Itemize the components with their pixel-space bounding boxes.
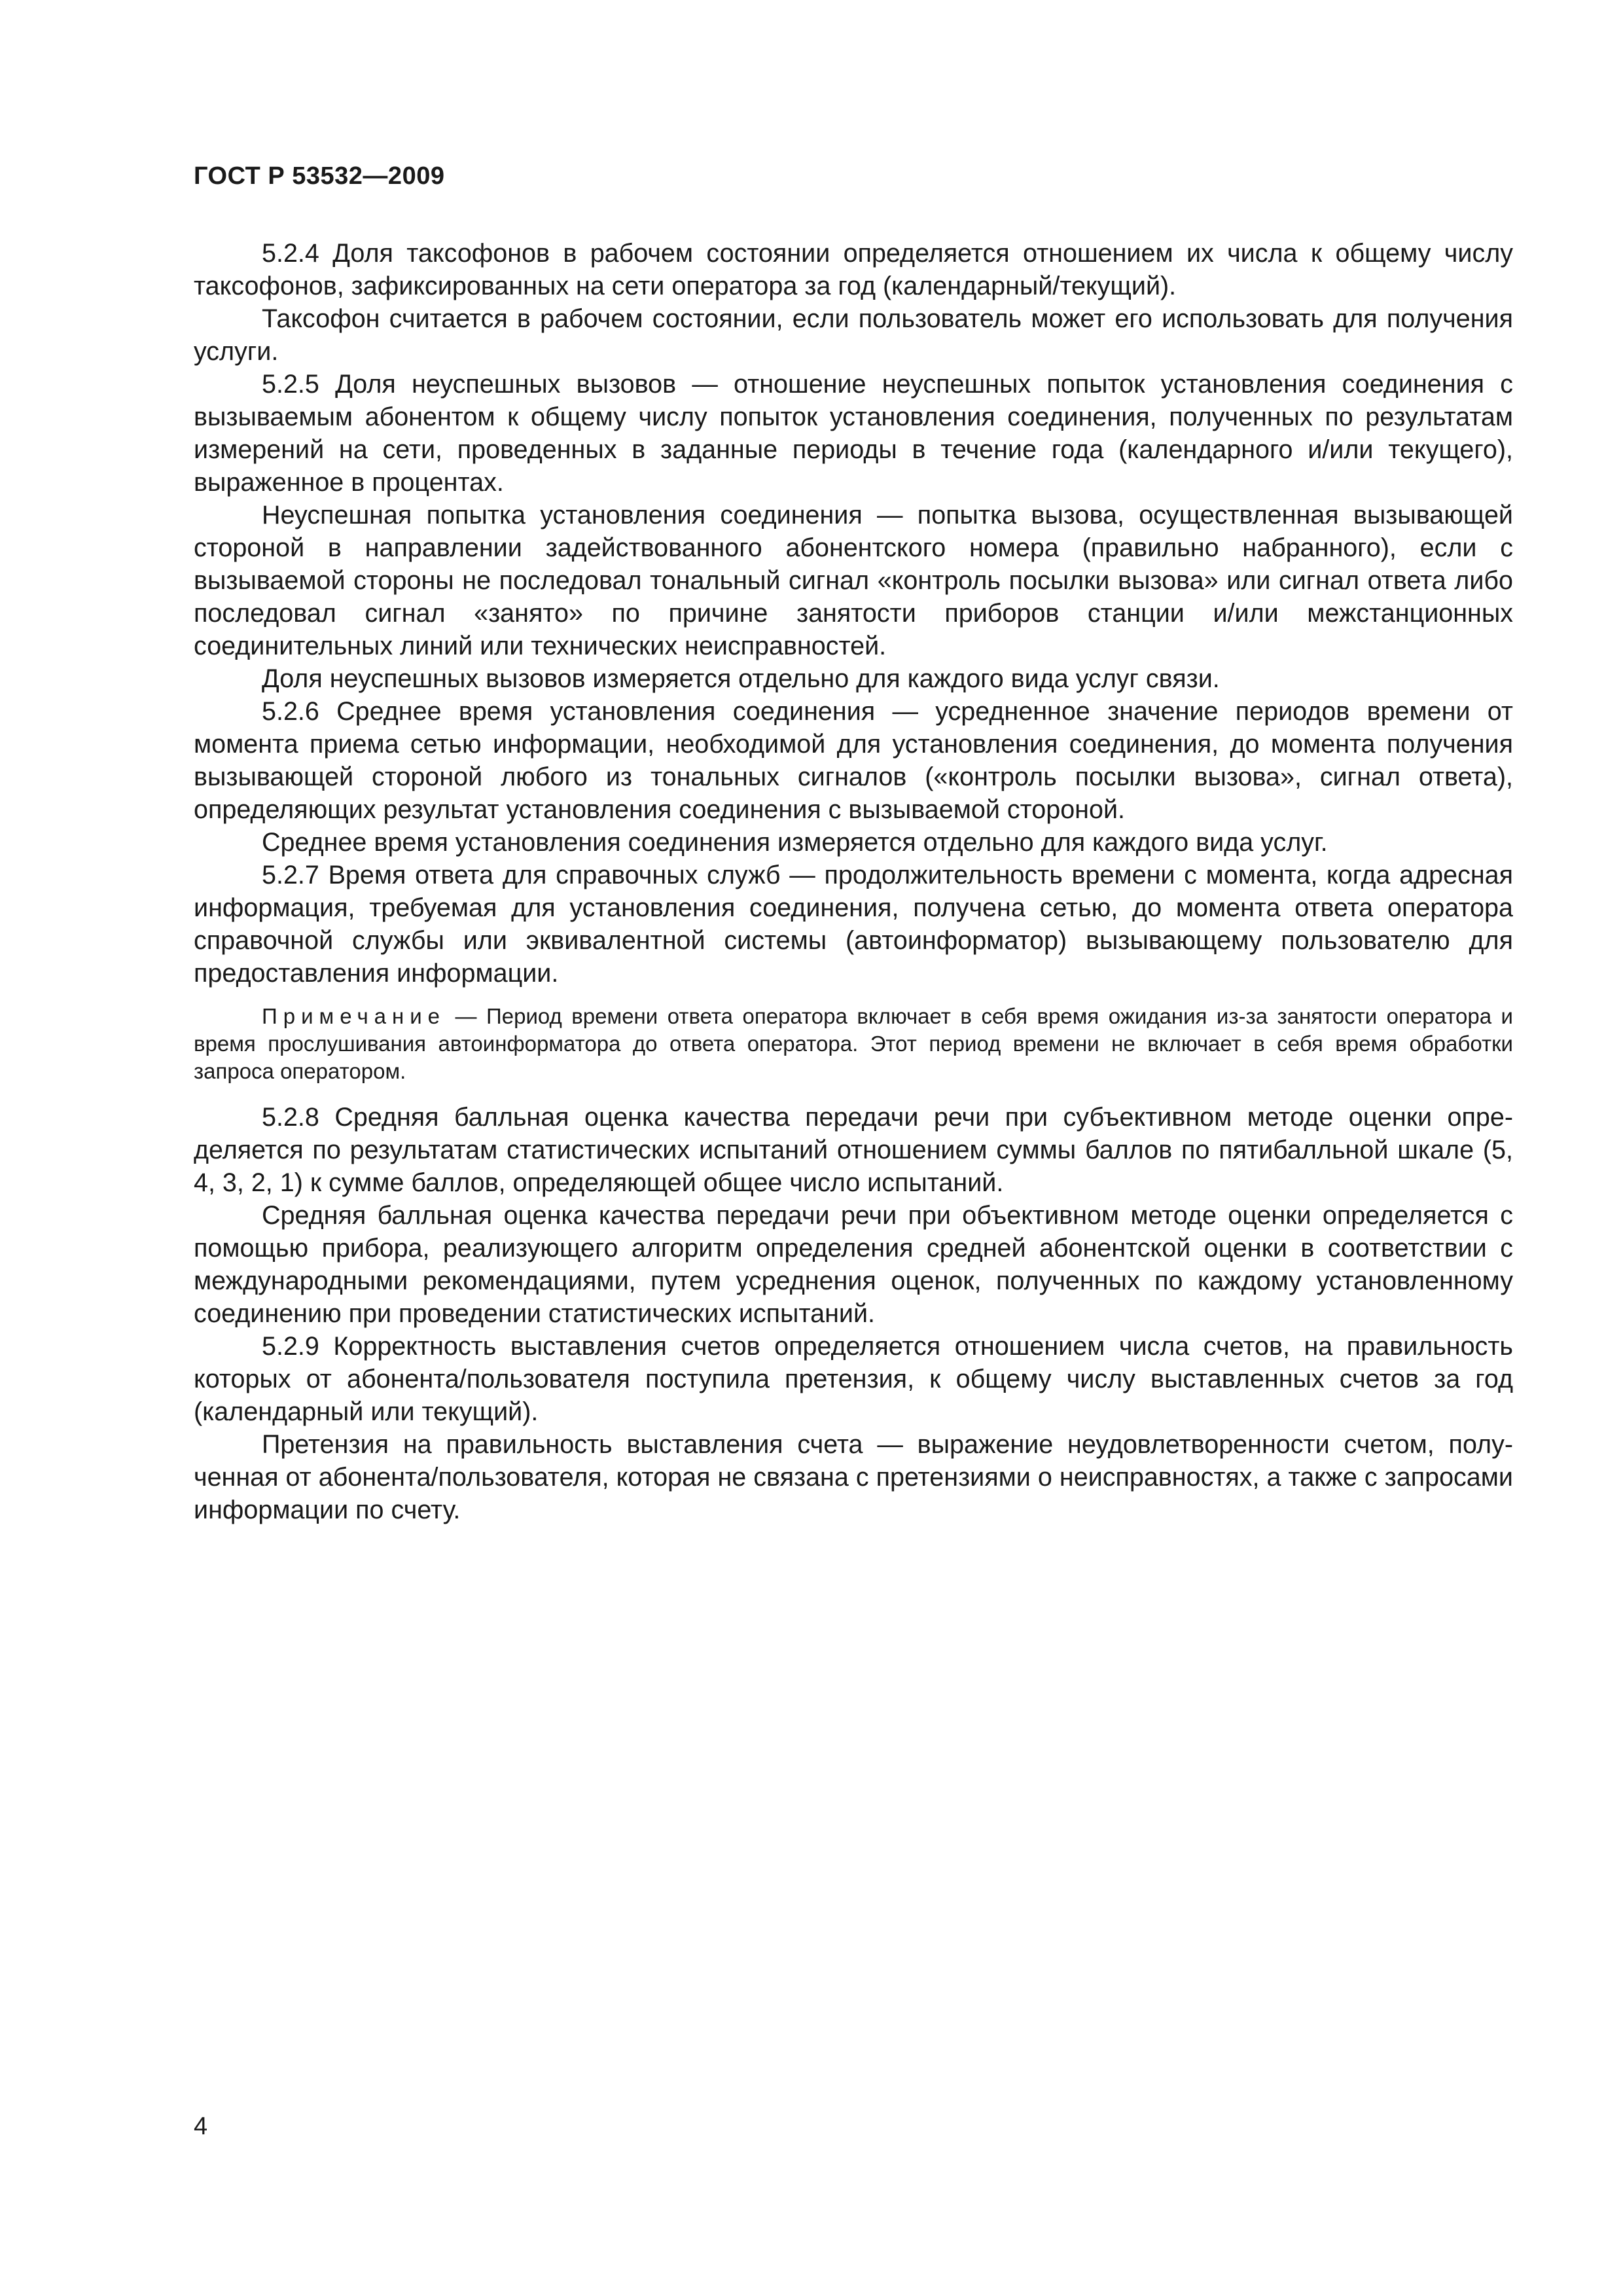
page-number: 4	[194, 2113, 208, 2140]
paragraph-5-2-7: 5.2.7 Время ответа для справочных служб — продолжительность времени с момента, когда адресная информация, требуемая для установления соединения, получена сетью, до момента ответа оператора справочной службы или эквивалентной системы (автоинформатор) вызывающему пользователю для предоставления информации.	[194, 861, 1513, 988]
paragraph-payphone-working-definition: Таксофон считается в рабочем состоянии, если пользователь может его использовать для получения услуги.	[194, 304, 1513, 366]
paragraph-objective-method: Средняя балльная оценка качества передачи речи при объективном методе оценки определяется с помощью прибора, реализующего алгоритм определения средней абонентской оценки в соответствии с международными рекомендациями, путем усреднения оценок, полученных по каждому установленному соединению при проведении статистических испытаний.	[194, 1201, 1513, 1328]
document-number-header: ГОСТ Р 53532—2009	[194, 162, 445, 190]
paragraph-5-2-8: 5.2.8 Средняя балльная оценка качества передачи речи при субъективном методе оценки определяется по результатам статистических испытаний отношением суммы баллов по пятибалльной шкале (5, 4, 3, 2, 1) к сумме баллов, определяющей общее число испытаний.	[194, 1103, 1513, 1197]
paragraph-unsuccessful-calls-measurement: Доля неуспешных вызовов измеряется отдельно для каждого вида услуг связи.	[262, 664, 1220, 693]
note-text: — Период времени ответа оператора включает в себя время ожидания из-за занятости оператора и время прослушивания автоинформатора до ответа оператора. Этот период времени не включает в себя время обработки запроса оператором.	[194, 1004, 1513, 1083]
paragraph-unsuccessful-attempt-definition: Неуспешная попытка установления соединения — попытка вызова, осуществленная вызывающей стороной в направлении задействованного абонентского номера (правильно набранного), если с вызываемой стороны не последовал тональный сигнал «контроль посылки вызова» или сигнал ответа либо последовал сигнал «занято» по причине занятости приборов станции и/или межстанционных соединительных линий или технических неисправностей.	[194, 501, 1513, 660]
paragraph-5-2-5: 5.2.5 Доля неуспешных вызовов — отношение неуспешных попыток установления соединения с вызываемым абонентом к общему числу попыток установления соединения, полученных по результатам измерений на сети, проведенных в заданные периоды в течение года (календарного и/или текущего), выраженное в процентах.	[194, 370, 1513, 497]
note-block	[194, 1003, 1513, 1085]
paragraph-5-2-4: 5.2.4 Доля таксофонов в рабочем состоянии определяется отношением их числа к общему числу таксофонов, зафиксированных на сети оператора за год (календарный/текущий).	[194, 239, 1513, 300]
paragraph-5-2-9: 5.2.9 Корректность выставления счетов определяется отношением числа счетов, на правильность которых от абонента/пользователя поступила претензия, к общему числу выставленных счетов за год (календарный или текущий).	[194, 1332, 1513, 1426]
note-label: Примечание	[262, 1004, 446, 1028]
paragraph-setup-time-measurement: Среднее время установления соединения измеряется отдельно для каждого вида услуг.	[262, 828, 1328, 857]
paragraph-5-2-6: 5.2.6 Среднее время установления соединения — усредненное значение периодов времени от момента приема сетью информации, необходимой для установления соединения, до момента получения вызывающей стороной любого из тональных сигналов («контроль посылки вызова», сигнал ответа), определяющих результат установления соединения с вызываемой стороной.	[194, 697, 1513, 824]
paragraph-billing-claim-definition: Претензия на правильность выставления счета — выражение неудовлетворенности счетом, полученная от абонента/пользователя, которая не связана с претензиями о неисправностях, а также с запросами информации по счету.	[194, 1430, 1513, 1524]
document-body	[194, 237, 1513, 1526]
